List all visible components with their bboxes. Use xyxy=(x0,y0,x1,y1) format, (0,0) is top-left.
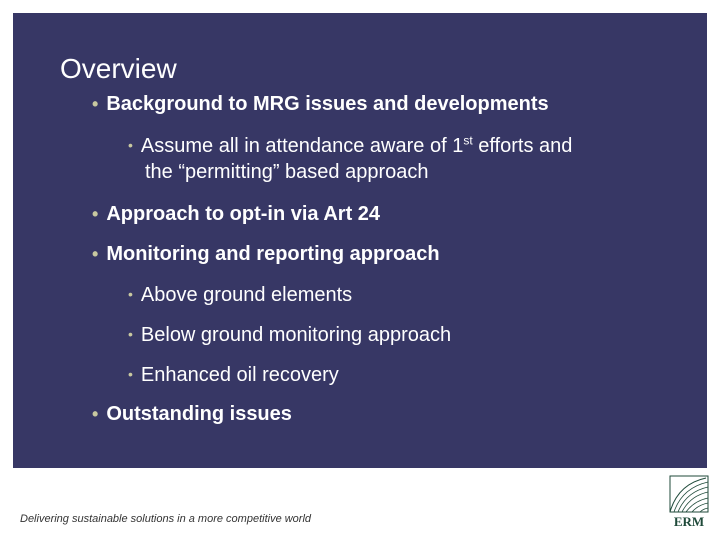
bullet-background xyxy=(92,92,549,116)
bullet-dot: • xyxy=(92,94,99,114)
bullet-text-line2: the “permitting” based approach xyxy=(145,161,429,183)
bullet-text: Approach to opt-in via Art 24 xyxy=(106,203,381,225)
logo-text: ERM xyxy=(673,514,705,529)
bullet-text: Outstanding issues xyxy=(106,403,292,425)
bullet-dot: • xyxy=(128,366,133,382)
bullet-text: Below ground monitoring approach xyxy=(140,324,452,346)
bullet-text-cont: efforts and xyxy=(472,135,573,157)
bullet-outstanding xyxy=(92,402,292,426)
bullet-text: Monitoring and reporting approach xyxy=(106,243,440,265)
superscript: st xyxy=(463,133,473,148)
sub-bullet-eor xyxy=(128,361,339,388)
bullet-dot: • xyxy=(92,404,99,424)
footer-tagline: Delivering sustainable solutions in a more competitive world xyxy=(20,513,312,525)
sub-bullet-assume xyxy=(128,132,572,185)
bullet-dot: • xyxy=(92,244,99,264)
sub-bullet-below-ground xyxy=(128,321,451,348)
bullet-dot: • xyxy=(128,286,133,302)
bullet-dot: • xyxy=(92,204,99,224)
erm-logo-icon xyxy=(666,474,712,530)
bullet-dot: • xyxy=(128,137,133,153)
sub-bullet-above-ground xyxy=(128,281,352,308)
bullet-text: Enhanced oil recovery xyxy=(140,364,339,386)
bullet-monitoring xyxy=(92,242,440,266)
bullet-text: Background to MRG issues and developments xyxy=(106,93,549,115)
bullet-dot: • xyxy=(128,326,133,342)
bullet-opt-in xyxy=(92,202,380,226)
bullet-text: Assume all in attendance aware of 1 xyxy=(140,135,464,157)
bullet-text: Above ground elements xyxy=(140,284,353,306)
slide-title: Overview xyxy=(60,53,177,84)
